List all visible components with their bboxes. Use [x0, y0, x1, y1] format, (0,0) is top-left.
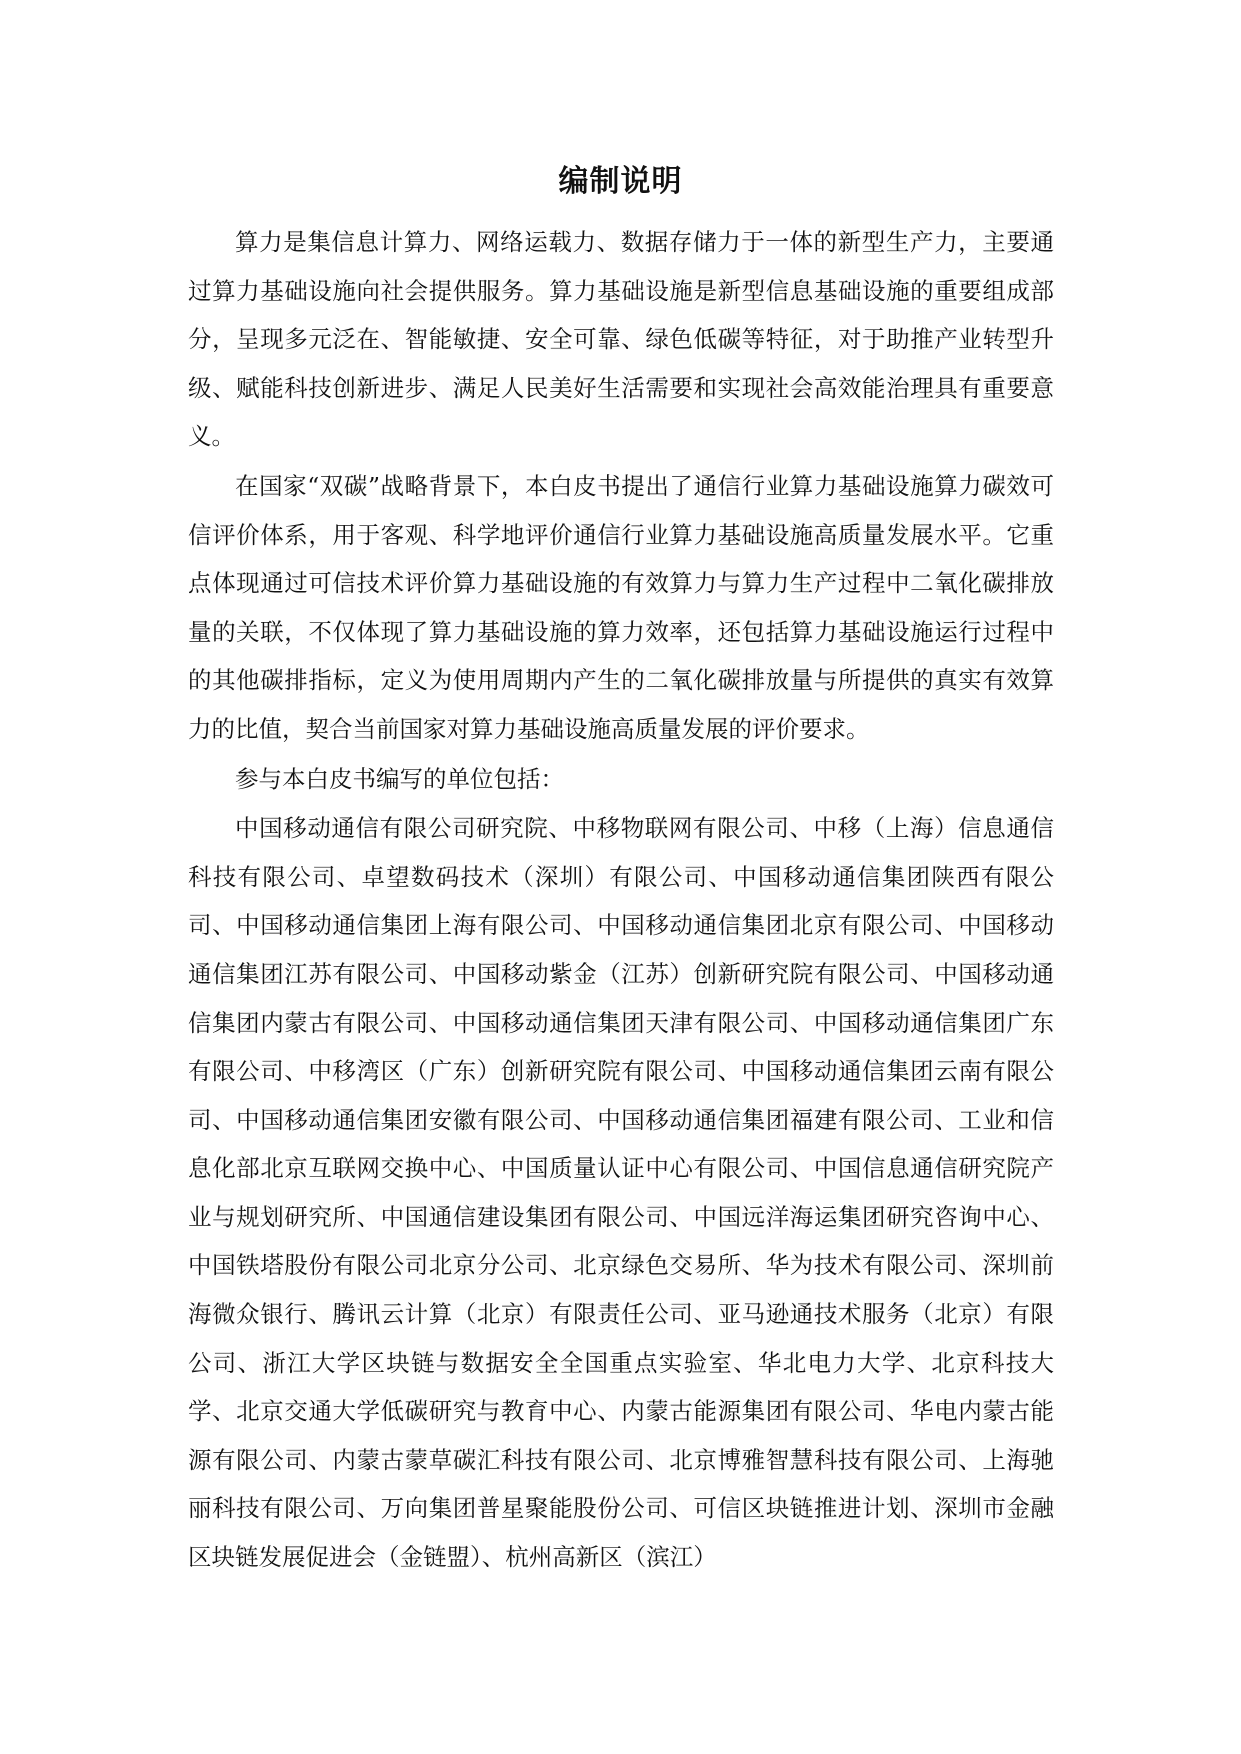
paragraph-participants-heading: 参与本白皮书编写的单位包括： [235, 764, 564, 793]
paragraph-background: 在国家“双碳”战略背景下，本白皮书提出了通信行业算力基础设施算力碳效可信评价体系，用于客观、科学地评价通信行业算力基础设施高质量发展水平。它重点体现通过可信技术评价算力基础设施的有效算力与算力生产过程中二氧化碳排放量的关联，不仅体现了算力基础设施的算力效率，还包括算力基础设施运行过程中的其他碳排指标，定义为使用周期内产生的二氧化碳排放量与所提供的真实有效算力的比值，契合当前国家对算力基础设施高质量发展的评价要求。 [188, 471, 1054, 743]
paragraph-participants-list: 中国移动通信有限公司研究院、中移物联网有限公司、中移（上海）信息通信科技有限公司、卓望数码技术（深圳）有限公司、中国移动通信集团陕西有限公司、中国移动通信集团上海有限公司、中国移动通信集团北京有限公司、中国移动通信集团江苏有限公司、中国移动紫金（江苏）创新研究院有限公司、中国移动通信集团内蒙古有限公司、中国移动通信集团天津有限公司、中国移动通信集团广东有限公司、中移湾区（广东）创新研究院有限公司、中国移动通信集团云南有限公司、中国移动通信集团安徽有限公司、中国移动通信集团福建有限公司、工业和信息化部北京互联网交换中心、中国质量认证中心有限公司、中国信息通信研究院产业与规划研究所、中国通信建设集团有限公司、中国远洋海运集团研究咨询中心、中国铁塔股份有限公司北京分公司、北京绿色交易所、华为技术有限公司、深圳前海微众银行、腾讯云计算（北京）有限责任公司、亚马逊通技术服务（北京）有限公司、浙江大学区块链与数据安全全国重点实验室、华北电力大学、北京科技大学、北京交通大学低碳研究与教育中心、内蒙古能源集团有限公司、华电内蒙古能源有限公司、内蒙古蒙草碳汇科技有限公司、北京博雅智慧科技有限公司、上海驰丽科技有限公司、万向集团普星聚能股份公司、可信区块链推进计划、深圳市金融区块链发展促进会（金链盟）、杭州高新区（滨江） [188, 814, 1054, 1572]
document-title: 编制说明 [558, 164, 683, 199]
paragraph-intro: 算力是集信息计算力、网络运载力、数据存储力于一体的新型生产力，主要通过算力基础设施向社会提供服务。算力基础设施是新型信息基础设施的重要组成部分，呈现多元泛在、智能敏捷、安全可靠、绿色低碳等特征，对于助推产业转型升级、赋能科技创新进步、满足人民美好生活需要和实现社会高效能治理具有重要意义。 [188, 228, 1054, 451]
document-body [188, 218, 1054, 1583]
